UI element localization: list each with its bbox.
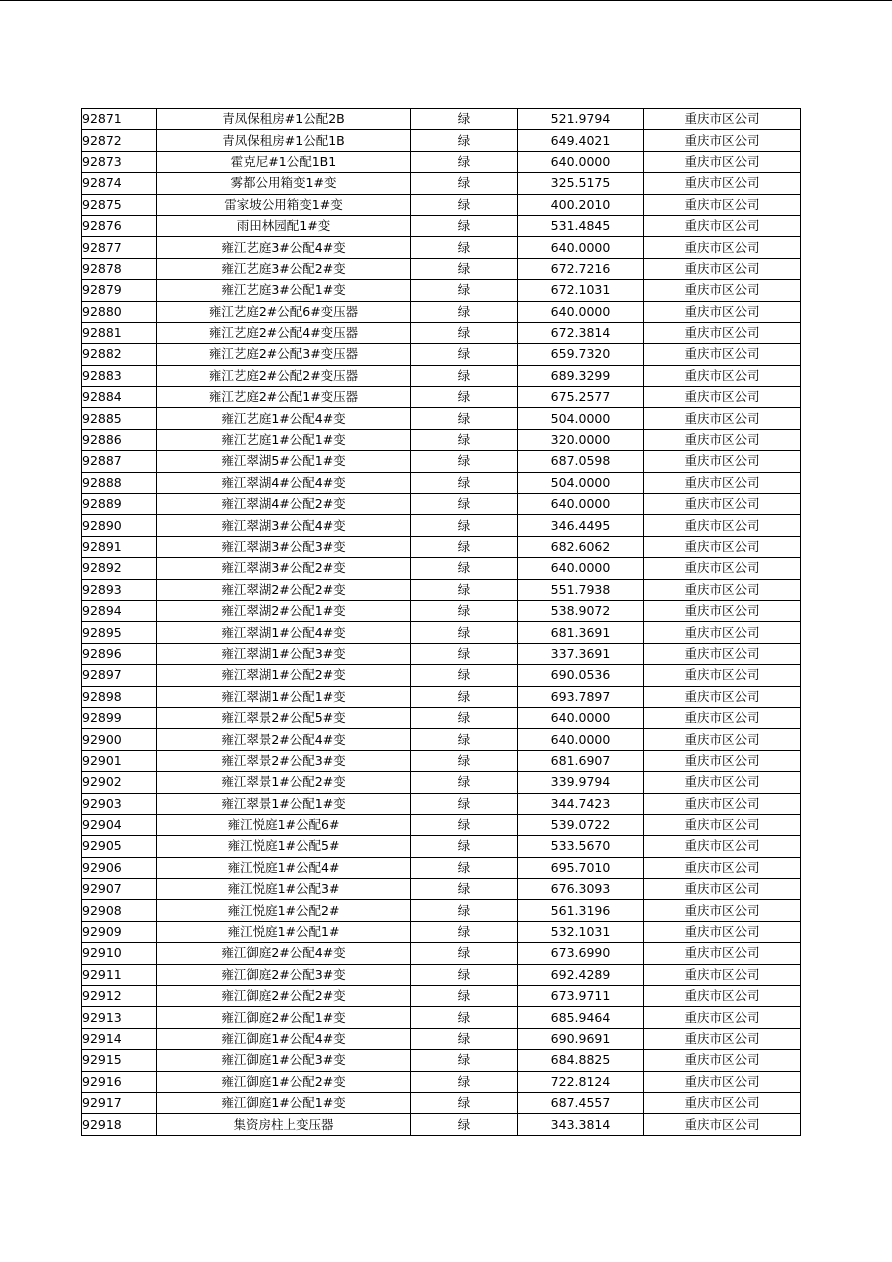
row-name-cell: 雍江翠景1#公配1#变	[157, 793, 411, 814]
row-company-cell: 重庆市区公司	[644, 130, 801, 151]
table-row	[82, 1071, 801, 1092]
row-value-cell: 673.6990	[518, 943, 644, 964]
row-value-cell: 504.0000	[518, 472, 644, 493]
row-color-cell: 绿	[411, 943, 518, 964]
table-row	[82, 793, 801, 814]
row-name-cell: 雍江御庭2#公配1#变	[157, 1007, 411, 1028]
row-company-cell: 重庆市区公司	[644, 1028, 801, 1049]
row-value-cell: 344.7423	[518, 793, 644, 814]
row-company-cell: 重庆市区公司	[644, 237, 801, 258]
row-color-cell: 绿	[411, 301, 518, 322]
row-color-cell: 绿	[411, 600, 518, 621]
row-color-cell: 绿	[411, 258, 518, 279]
table-row	[82, 344, 801, 365]
row-value-cell: 690.9691	[518, 1028, 644, 1049]
row-id-cell: 92892	[82, 558, 157, 579]
row-color-cell: 绿	[411, 579, 518, 600]
row-name-cell: 雍江悦庭1#公配5#	[157, 836, 411, 857]
row-value-cell: 722.8124	[518, 1071, 644, 1092]
row-color-cell: 绿	[411, 408, 518, 429]
table-row	[82, 151, 801, 172]
row-name-cell: 雍江翠景2#公配5#变	[157, 707, 411, 728]
row-name-cell: 雍江艺庭2#公配6#变压器	[157, 301, 411, 322]
row-id-cell: 92894	[82, 600, 157, 621]
row-color-cell: 绿	[411, 986, 518, 1007]
row-value-cell: 659.7320	[518, 344, 644, 365]
row-company-cell: 重庆市区公司	[644, 558, 801, 579]
table-row	[82, 665, 801, 686]
row-company-cell: 重庆市区公司	[644, 772, 801, 793]
table-row	[82, 1114, 801, 1135]
row-id-cell: 92874	[82, 173, 157, 194]
row-id-cell: 92917	[82, 1092, 157, 1113]
row-company-cell: 重庆市区公司	[644, 750, 801, 771]
row-color-cell: 绿	[411, 1092, 518, 1113]
row-value-cell: 521.9794	[518, 109, 644, 130]
table-row	[82, 921, 801, 942]
row-company-cell: 重庆市区公司	[644, 408, 801, 429]
row-name-cell: 雍江悦庭1#公配4#	[157, 857, 411, 878]
row-value-cell: 337.3691	[518, 643, 644, 664]
table-row	[82, 215, 801, 236]
row-name-cell: 青凤保租房#1公配2B	[157, 109, 411, 130]
row-color-cell: 绿	[411, 237, 518, 258]
row-company-cell: 重庆市区公司	[644, 109, 801, 130]
row-value-cell: 692.4289	[518, 964, 644, 985]
row-id-cell: 92908	[82, 900, 157, 921]
table-row	[82, 387, 801, 408]
row-name-cell: 雍江艺庭3#公配2#变	[157, 258, 411, 279]
row-id-cell: 92885	[82, 408, 157, 429]
row-value-cell: 561.3196	[518, 900, 644, 921]
table-row	[82, 600, 801, 621]
table-row	[82, 536, 801, 557]
row-id-cell: 92879	[82, 280, 157, 301]
row-id-cell: 92887	[82, 451, 157, 472]
table-row	[82, 1028, 801, 1049]
row-color-cell: 绿	[411, 215, 518, 236]
row-company-cell: 重庆市区公司	[644, 1114, 801, 1135]
table-row	[82, 879, 801, 900]
row-company-cell: 重庆市区公司	[644, 173, 801, 194]
table-row	[82, 322, 801, 343]
row-company-cell: 重庆市区公司	[644, 793, 801, 814]
table-row	[82, 451, 801, 472]
row-company-cell: 重庆市区公司	[644, 1050, 801, 1071]
row-color-cell: 绿	[411, 900, 518, 921]
row-name-cell: 雍江悦庭1#公配2#	[157, 900, 411, 921]
row-color-cell: 绿	[411, 173, 518, 194]
row-name-cell: 雍江御庭1#公配4#变	[157, 1028, 411, 1049]
table-row	[82, 707, 801, 728]
row-name-cell: 雍江翠湖1#公配2#变	[157, 665, 411, 686]
row-value-cell: 539.0722	[518, 814, 644, 835]
row-color-cell: 绿	[411, 793, 518, 814]
row-value-cell: 640.0000	[518, 558, 644, 579]
row-value-cell: 687.4557	[518, 1092, 644, 1113]
row-name-cell: 雍江翠湖5#公配1#变	[157, 451, 411, 472]
row-value-cell: 346.4495	[518, 515, 644, 536]
row-value-cell: 685.9464	[518, 1007, 644, 1028]
table-row	[82, 130, 801, 151]
row-value-cell: 672.1031	[518, 280, 644, 301]
table-row	[82, 750, 801, 771]
row-color-cell: 绿	[411, 109, 518, 130]
row-id-cell: 92890	[82, 515, 157, 536]
row-color-cell: 绿	[411, 451, 518, 472]
row-name-cell: 雍江翠湖3#公配3#变	[157, 536, 411, 557]
row-color-cell: 绿	[411, 1071, 518, 1092]
row-id-cell: 92916	[82, 1071, 157, 1092]
row-company-cell: 重庆市区公司	[644, 215, 801, 236]
row-id-cell: 92888	[82, 472, 157, 493]
row-id-cell: 92896	[82, 643, 157, 664]
row-color-cell: 绿	[411, 1028, 518, 1049]
row-value-cell: 681.6907	[518, 750, 644, 771]
row-color-cell: 绿	[411, 964, 518, 985]
row-name-cell: 雍江御庭2#公配2#变	[157, 986, 411, 1007]
table-row	[82, 258, 801, 279]
row-company-cell: 重庆市区公司	[644, 879, 801, 900]
row-company-cell: 重庆市区公司	[644, 707, 801, 728]
row-color-cell: 绿	[411, 536, 518, 557]
row-company-cell: 重庆市区公司	[644, 151, 801, 172]
row-name-cell: 雍江悦庭1#公配1#	[157, 921, 411, 942]
row-value-cell: 320.0000	[518, 429, 644, 450]
row-name-cell: 雍江翠湖2#公配2#变	[157, 579, 411, 600]
row-color-cell: 绿	[411, 1114, 518, 1135]
row-color-cell: 绿	[411, 921, 518, 942]
row-value-cell: 682.6062	[518, 536, 644, 557]
row-company-cell: 重庆市区公司	[644, 472, 801, 493]
row-id-cell: 92872	[82, 130, 157, 151]
table-row	[82, 194, 801, 215]
row-company-cell: 重庆市区公司	[644, 301, 801, 322]
row-color-cell: 绿	[411, 151, 518, 172]
row-name-cell: 雨田林园配1#变	[157, 215, 411, 236]
row-name-cell: 雍江翠湖3#公配4#变	[157, 515, 411, 536]
row-value-cell: 672.7216	[518, 258, 644, 279]
row-name-cell: 雍江艺庭3#公配4#变	[157, 237, 411, 258]
row-value-cell: 640.0000	[518, 237, 644, 258]
row-company-cell: 重庆市区公司	[644, 1092, 801, 1113]
row-color-cell: 绿	[411, 772, 518, 793]
table-row	[82, 900, 801, 921]
row-id-cell: 92891	[82, 536, 157, 557]
row-company-cell: 重庆市区公司	[644, 1007, 801, 1028]
row-company-cell: 重庆市区公司	[644, 921, 801, 942]
row-name-cell: 雍江翠湖4#公配4#变	[157, 472, 411, 493]
table-row	[82, 814, 801, 835]
row-company-cell: 重庆市区公司	[644, 900, 801, 921]
row-id-cell: 92913	[82, 1007, 157, 1028]
row-color-cell: 绿	[411, 280, 518, 301]
table-row	[82, 579, 801, 600]
row-value-cell: 649.4021	[518, 130, 644, 151]
row-value-cell: 551.7938	[518, 579, 644, 600]
row-value-cell: 672.3814	[518, 322, 644, 343]
row-company-cell: 重庆市区公司	[644, 322, 801, 343]
row-id-cell: 92910	[82, 943, 157, 964]
table-row	[82, 1092, 801, 1113]
row-company-cell: 重庆市区公司	[644, 515, 801, 536]
row-value-cell: 640.0000	[518, 494, 644, 515]
row-company-cell: 重庆市区公司	[644, 579, 801, 600]
row-name-cell: 雍江翠湖3#公配2#变	[157, 558, 411, 579]
row-value-cell: 673.9711	[518, 986, 644, 1007]
row-value-cell: 532.1031	[518, 921, 644, 942]
row-id-cell: 92906	[82, 857, 157, 878]
row-id-cell: 92901	[82, 750, 157, 771]
row-id-cell: 92876	[82, 215, 157, 236]
row-color-cell: 绿	[411, 494, 518, 515]
table-row	[82, 857, 801, 878]
row-id-cell: 92909	[82, 921, 157, 942]
row-id-cell: 92882	[82, 344, 157, 365]
row-value-cell: 689.3299	[518, 365, 644, 386]
row-id-cell: 92898	[82, 686, 157, 707]
row-color-cell: 绿	[411, 750, 518, 771]
row-color-cell: 绿	[411, 707, 518, 728]
row-color-cell: 绿	[411, 879, 518, 900]
row-company-cell: 重庆市区公司	[644, 258, 801, 279]
row-id-cell: 92900	[82, 729, 157, 750]
row-name-cell: 雍江翠湖4#公配2#变	[157, 494, 411, 515]
table-row	[82, 365, 801, 386]
row-value-cell: 684.8825	[518, 1050, 644, 1071]
row-company-cell: 重庆市区公司	[644, 1071, 801, 1092]
row-company-cell: 重庆市区公司	[644, 814, 801, 835]
row-value-cell: 538.9072	[518, 600, 644, 621]
row-company-cell: 重庆市区公司	[644, 986, 801, 1007]
row-color-cell: 绿	[411, 322, 518, 343]
row-company-cell: 重庆市区公司	[644, 344, 801, 365]
row-id-cell: 92883	[82, 365, 157, 386]
table-row	[82, 836, 801, 857]
row-company-cell: 重庆市区公司	[644, 536, 801, 557]
row-id-cell: 92903	[82, 793, 157, 814]
row-company-cell: 重庆市区公司	[644, 943, 801, 964]
row-id-cell: 92895	[82, 622, 157, 643]
row-id-cell: 92881	[82, 322, 157, 343]
row-color-cell: 绿	[411, 1007, 518, 1028]
row-value-cell: 531.4845	[518, 215, 644, 236]
row-name-cell: 雍江艺庭1#公配1#变	[157, 429, 411, 450]
row-name-cell: 雍江御庭1#公配3#变	[157, 1050, 411, 1071]
row-company-cell: 重庆市区公司	[644, 365, 801, 386]
row-color-cell: 绿	[411, 515, 518, 536]
page-top-border	[0, 0, 892, 1]
row-name-cell: 雍江御庭1#公配2#变	[157, 1071, 411, 1092]
row-value-cell: 693.7897	[518, 686, 644, 707]
row-name-cell: 雍江悦庭1#公配3#	[157, 879, 411, 900]
row-id-cell: 92904	[82, 814, 157, 835]
row-id-cell: 92893	[82, 579, 157, 600]
row-name-cell: 雍江艺庭2#公配4#变压器	[157, 322, 411, 343]
row-value-cell: 533.5670	[518, 836, 644, 857]
row-company-cell: 重庆市区公司	[644, 857, 801, 878]
table-row	[82, 494, 801, 515]
row-color-cell: 绿	[411, 622, 518, 643]
table-row	[82, 622, 801, 643]
row-name-cell: 雍江翠湖1#公配1#变	[157, 686, 411, 707]
row-id-cell: 92918	[82, 1114, 157, 1135]
row-name-cell: 青凤保租房#1公配1B	[157, 130, 411, 151]
row-name-cell: 雾都公用箱变1#变	[157, 173, 411, 194]
row-color-cell: 绿	[411, 558, 518, 579]
row-color-cell: 绿	[411, 472, 518, 493]
row-name-cell: 雍江御庭2#公配3#变	[157, 964, 411, 985]
row-name-cell: 雍江艺庭1#公配4#变	[157, 408, 411, 429]
row-value-cell: 640.0000	[518, 301, 644, 322]
table-row	[82, 472, 801, 493]
row-color-cell: 绿	[411, 429, 518, 450]
row-name-cell: 雍江翠景1#公配2#变	[157, 772, 411, 793]
row-value-cell: 687.0598	[518, 451, 644, 472]
row-id-cell: 92915	[82, 1050, 157, 1071]
row-color-cell: 绿	[411, 387, 518, 408]
row-value-cell: 681.3691	[518, 622, 644, 643]
row-company-cell: 重庆市区公司	[644, 836, 801, 857]
row-color-cell: 绿	[411, 130, 518, 151]
row-name-cell: 集资房柱上变压器	[157, 1114, 411, 1135]
table-row	[82, 964, 801, 985]
row-color-cell: 绿	[411, 344, 518, 365]
table-row	[82, 943, 801, 964]
row-value-cell: 339.9794	[518, 772, 644, 793]
row-id-cell: 92875	[82, 194, 157, 215]
row-color-cell: 绿	[411, 643, 518, 664]
row-id-cell: 92884	[82, 387, 157, 408]
row-name-cell: 雍江御庭2#公配4#变	[157, 943, 411, 964]
row-id-cell: 92897	[82, 665, 157, 686]
row-id-cell: 92889	[82, 494, 157, 515]
row-value-cell: 640.0000	[518, 729, 644, 750]
row-name-cell: 雍江艺庭2#公配1#变压器	[157, 387, 411, 408]
row-name-cell: 雷家坡公用箱变1#变	[157, 194, 411, 215]
table-body	[82, 109, 801, 1136]
table-row	[82, 772, 801, 793]
row-id-cell: 92871	[82, 109, 157, 130]
row-color-cell: 绿	[411, 1050, 518, 1071]
row-name-cell: 雍江翠湖1#公配3#变	[157, 643, 411, 664]
row-color-cell: 绿	[411, 729, 518, 750]
row-color-cell: 绿	[411, 665, 518, 686]
row-company-cell: 重庆市区公司	[644, 600, 801, 621]
row-id-cell: 92905	[82, 836, 157, 857]
table-row	[82, 558, 801, 579]
row-name-cell: 雍江翠湖1#公配4#变	[157, 622, 411, 643]
row-value-cell: 695.7010	[518, 857, 644, 878]
row-name-cell: 雍江悦庭1#公配6#	[157, 814, 411, 835]
row-id-cell: 92907	[82, 879, 157, 900]
row-company-cell: 重庆市区公司	[644, 194, 801, 215]
row-color-cell: 绿	[411, 836, 518, 857]
row-name-cell: 雍江翠湖2#公配1#变	[157, 600, 411, 621]
row-value-cell: 640.0000	[518, 707, 644, 728]
table-row	[82, 1050, 801, 1071]
row-company-cell: 重庆市区公司	[644, 387, 801, 408]
row-id-cell: 92911	[82, 964, 157, 985]
table-row	[82, 301, 801, 322]
row-name-cell: 雍江艺庭3#公配1#变	[157, 280, 411, 301]
row-id-cell: 92886	[82, 429, 157, 450]
table-row	[82, 429, 801, 450]
table-row	[82, 986, 801, 1007]
row-name-cell: 雍江翠景2#公配4#变	[157, 729, 411, 750]
row-id-cell: 92899	[82, 707, 157, 728]
row-value-cell: 504.0000	[518, 408, 644, 429]
row-id-cell: 92877	[82, 237, 157, 258]
table-row	[82, 280, 801, 301]
row-color-cell: 绿	[411, 686, 518, 707]
row-value-cell: 400.2010	[518, 194, 644, 215]
row-company-cell: 重庆市区公司	[644, 429, 801, 450]
row-company-cell: 重庆市区公司	[644, 665, 801, 686]
row-company-cell: 重庆市区公司	[644, 686, 801, 707]
row-value-cell: 675.2577	[518, 387, 644, 408]
row-name-cell: 雍江艺庭2#公配3#变压器	[157, 344, 411, 365]
table-row	[82, 643, 801, 664]
table-row	[82, 729, 801, 750]
row-name-cell: 雍江翠景2#公配3#变	[157, 750, 411, 771]
table-row	[82, 515, 801, 536]
row-value-cell: 676.3093	[518, 879, 644, 900]
table-row	[82, 173, 801, 194]
row-value-cell: 690.0536	[518, 665, 644, 686]
row-color-cell: 绿	[411, 857, 518, 878]
table-row	[82, 1007, 801, 1028]
row-id-cell: 92880	[82, 301, 157, 322]
row-color-cell: 绿	[411, 814, 518, 835]
row-value-cell: 325.5175	[518, 173, 644, 194]
row-company-cell: 重庆市区公司	[644, 280, 801, 301]
row-id-cell: 92912	[82, 986, 157, 1007]
row-company-cell: 重庆市区公司	[644, 622, 801, 643]
transformer-table	[81, 108, 801, 1136]
row-name-cell: 雍江御庭1#公配1#变	[157, 1092, 411, 1113]
row-company-cell: 重庆市区公司	[644, 451, 801, 472]
table-row	[82, 109, 801, 130]
row-value-cell: 640.0000	[518, 151, 644, 172]
row-company-cell: 重庆市区公司	[644, 494, 801, 515]
row-color-cell: 绿	[411, 365, 518, 386]
row-company-cell: 重庆市区公司	[644, 643, 801, 664]
table-row	[82, 686, 801, 707]
row-id-cell: 92914	[82, 1028, 157, 1049]
table-row	[82, 408, 801, 429]
row-id-cell: 92878	[82, 258, 157, 279]
row-company-cell: 重庆市区公司	[644, 729, 801, 750]
row-id-cell: 92873	[82, 151, 157, 172]
row-company-cell: 重庆市区公司	[644, 964, 801, 985]
row-value-cell: 343.3814	[518, 1114, 644, 1135]
row-name-cell: 霍克尼#1公配1B1	[157, 151, 411, 172]
table-row	[82, 237, 801, 258]
row-name-cell: 雍江艺庭2#公配2#变压器	[157, 365, 411, 386]
row-color-cell: 绿	[411, 194, 518, 215]
row-id-cell: 92902	[82, 772, 157, 793]
